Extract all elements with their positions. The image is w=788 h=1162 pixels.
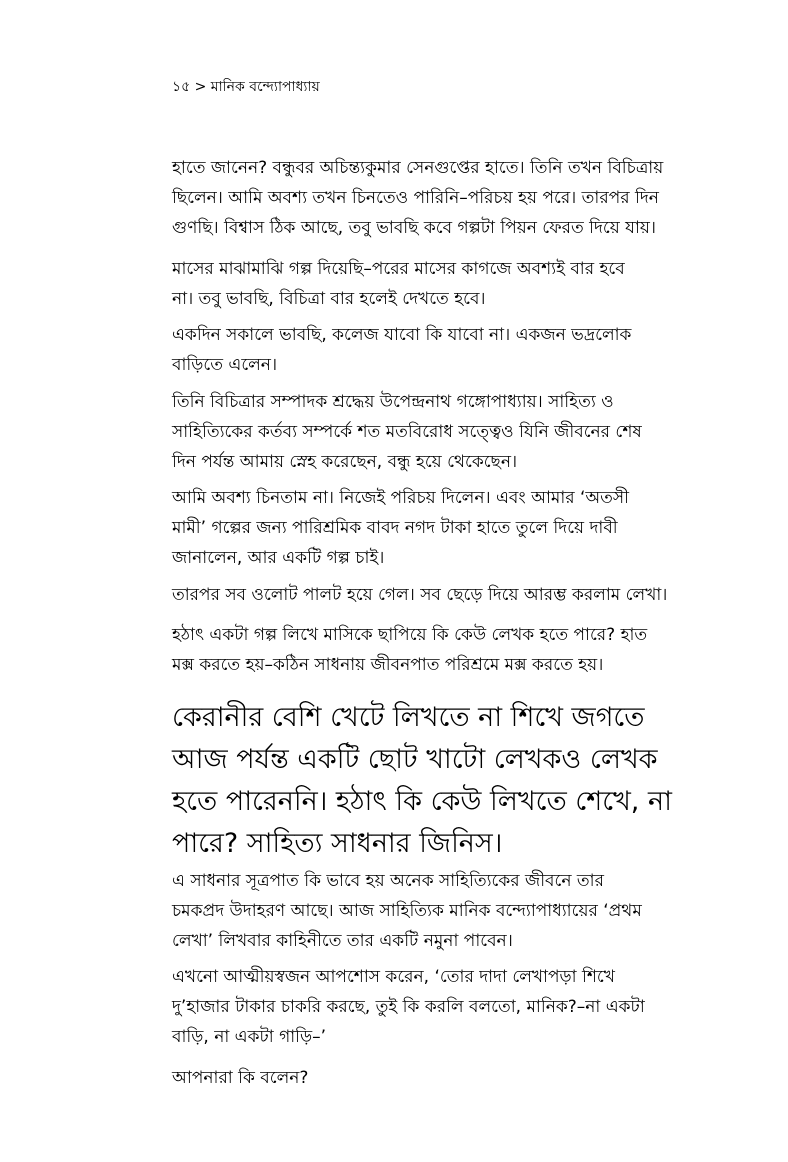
text-line: আপনারা কি বলেন?	[172, 1068, 309, 1088]
text-line: এ সাধনার সূত্রপাত কি ভাবে হয় অনেক সাহিত্যিকের জীবনে তার	[172, 871, 604, 891]
running-header: ১৫ > মানিক বন্দ্যোপাধ্যায়	[172, 79, 320, 95]
paragraph-3	[172, 320, 707, 380]
pull-quote-line: পারে? সাহিত্য সাধনার জিনিস।	[172, 828, 503, 859]
text-line: দিন পর্যন্ত আমায় স্নেহ করেছেন, বন্ধু হয়ে থেকেছেন।	[172, 452, 518, 472]
text-line: গুণছি। বিশ্বাস ঠিক আছে, তবু ভাবছি কবে গল্পটা পিয়ন ফেরত দিয়ে যায়।	[172, 218, 656, 238]
paragraph-1	[172, 153, 707, 243]
paragraph-9	[172, 962, 707, 1052]
pull-quote-line: আজ পর্যন্ত একটি ছোট খাটো লেখকও লেখক	[172, 744, 658, 775]
text-line: সাহিত্যিকের কর্তব্য সম্পর্কে শত মতবিরোধ সত্ত্বেও যিনি জীবনের শেষ	[172, 422, 642, 442]
text-line: হঠাৎ একটা গল্প লিখে মাসিকে ছাপিয়ে কি কেউ লেখক হতে পারে? হাত	[172, 625, 648, 645]
text-line: হাতে জানেন? বন্ধুবর অচিন্ত্যকুমার সেনগুপ্তের হাতে। তিনি তখন বিচিত্রায়	[172, 158, 664, 178]
text-line: একদিন সকালে ভাবছি, কলেজ যাবো কি যাবো না। একজন ভদ্রলোক	[172, 325, 632, 345]
paragraph-5	[172, 483, 707, 573]
pull-quote-line: কেরানীর বেশি খেটে লিখতে না শিখে জগতে	[172, 702, 645, 733]
text-line: আমি অবশ্য চিনতাম না। নিজেই পরিচয় দিলেন। এবং আমার ‘অতসী	[172, 488, 629, 508]
pull-quote	[172, 697, 712, 865]
text-line: জানালেন, আর একটি গল্প চাই।	[172, 548, 385, 568]
text-line: এখনো আত্মীয়স্বজন আপশোস করেন, ‘তোর দাদা লেখাপড়া শিখে	[172, 967, 615, 987]
text-line: দু’হাজার টাকার চাকরি করছে, তুই কি করলি বলতো, মানিক?–না একটা	[172, 997, 645, 1017]
paragraph-7	[172, 620, 707, 680]
text-line: মাসের মাঝামাঝি গল্প দিয়েছি–পরের মাসের কাগজে অবশ্যই বার হবে	[172, 259, 625, 279]
paragraph-8	[172, 866, 707, 956]
text-line: বাড়ি, না একটা গাড়ি–’	[172, 1027, 327, 1047]
paragraph-6	[172, 580, 707, 610]
paragraph-4	[172, 387, 707, 477]
text-line: মামী’ গল্পের জন্য পারিশ্রমিক বাবদ নগদ টাকা হাতে তুলে দিয়ে দাবী	[172, 518, 618, 538]
pull-quote-line: হতে পারেননি। হঠাৎ কি কেউ লিখতে শেখে, না	[172, 786, 672, 817]
text-line: ছিলেন। আমি অবশ্য তখন চিনতেও পারিনি–পরিচয় হয় পরে। তারপর দিন	[172, 188, 659, 208]
paragraph-10	[172, 1063, 707, 1093]
text-line: তারপর সব ওলোট পালট হয়ে গেল। সব ছেড়ে দিয়ে আরম্ভ করলাম লেখা।	[172, 585, 668, 605]
text-line: মক্স করতে হয়–কঠিন সাধনায় জীবনপাত পরিশ্রমে মক্স করতে হয়।	[172, 655, 604, 675]
text-line: তিনি বিচিত্রার সম্পাদক শ্রদ্ধেয় উপেন্দ্রনাথ গঙ্গোপাধ্যায়। সাহিত্য ও	[172, 392, 614, 412]
text-line: বাড়িতে এলেন।	[172, 355, 278, 375]
text-line: লেখা’ লিখবার কাহিনীতে তার একটি নমুনা পাবেন।	[172, 931, 513, 951]
paragraph-2	[172, 254, 707, 314]
text-line: না। তবু ভাবছি, বিচিত্রা বার হলেই দেখতে হবে।	[172, 289, 486, 309]
text-line: চমকপ্রদ উদাহরণ আছে। আজ সাহিত্যিক মানিক বন্দ্যোপাধ্যায়ের ‘প্রথম	[172, 901, 642, 921]
